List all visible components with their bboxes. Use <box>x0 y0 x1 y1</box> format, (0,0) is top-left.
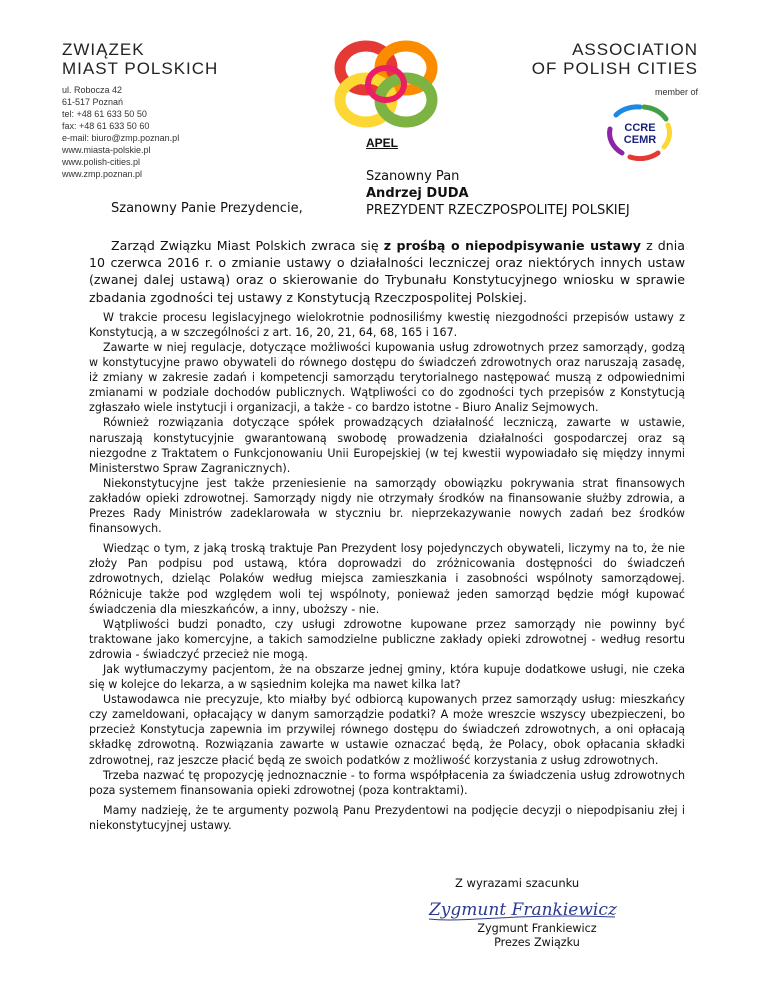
paragraph: Zawarte w niej regulacje, dotyczące możliwości kupowania usług zdrowotnych przez samorządy, godzą w konstytucyjne prawo obywateli do równego dostępu do świadczeń zdrowotnych oraz naruszają zasadę, iż zmiany w zakresie zadań i kompetencji samorządu terytorialnego następować muszą z odpowiednimi zmianami w podziale dochodów publicznych. Wątpliwości co do zgodności tych przepisów z Konstytucją zgłaszało wiele instytucji i organizacji, a także - co bardzo istotne - Biuro Analiz Sejmowych. <box>89 341 685 415</box>
ccre-text: CCRE <box>624 122 656 134</box>
cemr-text: CEMR <box>623 134 657 146</box>
org-name <box>62 40 282 78</box>
lead-emphasis: z prośbą o niepodpisywanie ustawy <box>383 238 641 253</box>
salutation: Szanowny Panie Prezydencie, <box>111 201 303 216</box>
addressee-block <box>366 168 630 219</box>
org-name-line1: ZWIĄZEK <box>62 40 145 59</box>
lead-paragraph <box>89 237 685 306</box>
zmp-knot-logo-icon <box>316 40 456 128</box>
contact-postcode: 61-517 Poznań <box>62 97 124 107</box>
handwritten-signature <box>425 893 625 925</box>
contact-street: ul. Robocza 42 <box>62 85 123 95</box>
paragraph: W trakcie procesu legislacyjnego wielokrotnie podnosiliśmy kwestię niezgodności przepisów ustawy z Konstytucją, a w szczególności z art. 16, 20, 21, 64, 68, 165 i 167. <box>89 310 685 339</box>
lead-text-1: Zarząd Związku Miast Polskich zwraca się <box>111 238 384 253</box>
association-name <box>478 40 698 78</box>
org-name-line2: MIAST POLSKICH <box>62 59 219 78</box>
paragraph: Wątpliwości budzi ponadto, czy usługi zdrowotne kupowane przez samorządy nie powinny być traktowane jako komercyjne, a takich samodzielne publiczne zakłady opieki zdrowotnej - według resortu zdrowia - świadczyć przecież nie mogą. <box>89 617 685 661</box>
paragraph: Również rozwiązania dotyczące spółek prowadzących działalność leczniczą, zawarte w ustawie, naruszają konstytucyjnie gwarantowaną swobodę prowadzenia działalności gospodarczej oraz są niezgodne z Traktatem o Funkcjonowaniu Unii Europejskiej (w tej kwestii wypowiadało się między innymi Ministerstwo Spraw Zagranicznych). <box>89 416 685 475</box>
paragraph: Wiedząc o tym, z jaką troską traktuje Pan Prezydent losy pojedynczych obywateli, liczymy na to, że nie złoży Pan podpisu pod ustawą, która doprowadzi do zróżnicowania dostępności do świadczeń zdrowotnych, dzieląc Polaków według miejsca zamieszkania i zasobności wspólnoty samorządowej. Różnicuje także pod względem woli tej wspólnoty, ponieważ jeden samorząd będzie mógł kupować świadczenia dla mieszkańców, a inny, uboższy - nie. <box>89 542 685 616</box>
lead-text-2: z dnia 10 czerwca 2016 r. o zmianie ustawy o działalności leczniczej oraz niektórych innych ustaw (zwanej dalej ustawą) oraz o skierowanie do Trybunału Konstytucyjnego wniosku w sprawie zbadania zgodności tej ustawy z Konstytucją Rzeczpospolitej Polskiej. <box>89 238 685 305</box>
ccre-cemr-logo-icon <box>600 103 680 161</box>
addressee-name: Andrzej DUDA <box>366 186 469 201</box>
member-of-label: member of <box>654 87 698 97</box>
contact-tel: tel: +48 61 633 50 50 <box>62 109 147 119</box>
paragraph: Ustawodawca nie precyzuje, kto miałby być odbiorcą kupowanych przez samorządy usług: mieszkańcy czy zameldowani, opłacający w danym samorządzie podatki? A może wreszcie wszyscy ubezpieczeni, bo przecież Konstytucja zapewnia im przywilej równego dostępu do świadczeń zdrowotnych, a oni opłacają składkę zdrowotną. Rozwiązania zawarte w ustawie oznaczać będą, że Polacy, obok opłacania składki zdrowotnej, raz jeszcze płacić będą ze swoich podatków z możliwość korzystania z usług zdrowotnych. <box>89 693 685 767</box>
contact-website-2: www.polish-cities.pl <box>62 157 141 167</box>
contact-block <box>62 84 302 180</box>
signer-role: Prezes Związku <box>494 936 580 949</box>
contact-email: e-mail: biuro@zmp.poznan.pl <box>62 133 180 143</box>
paragraph: Jak wytłumaczymy pacjentom, że na obszarze jednej gminy, która kupuje dodatkowe usługi, nie czeka się w kolejce do lekarza, a w sąsiednim kolejka ma nawet kilka lat? <box>89 662 685 692</box>
letter-body <box>89 237 685 833</box>
signature-scribble: Zygmunt Frankiewicz <box>429 900 617 920</box>
signer-block <box>472 922 602 950</box>
signer-name: Zygmunt Frankiewicz <box>477 922 597 935</box>
association-line1: ASSOCIATION <box>572 40 698 59</box>
apel-label: APEL <box>366 136 399 150</box>
closing-phrase: Z wyrazami szacunku <box>455 876 580 890</box>
contact-website-3: www.zmp.poznan.pl <box>62 169 143 179</box>
addressee-greeting: Szanowny Pan <box>366 169 460 184</box>
paragraph: Trzeba nazwać tę propozycję jednoznacznie - to forma współpłacenia za świadczenia usług zdrowotnych poza systemem finansowania opieki zdrowotnej (poza kontraktami). <box>89 768 685 797</box>
contact-website-1: www.miasta-polskie.pl <box>62 145 151 155</box>
contact-fax: fax: +48 61 633 50 60 <box>62 121 150 131</box>
association-line2: OF POLISH CITIES <box>531 59 698 78</box>
final-paragraph: Mamy nadzieję, że te argumenty pozwolą Panu Prezydentowi na podjęcie decyzji o niepodpisaniu złej i niekonstytucyjnej ustawy. <box>89 803 685 832</box>
paragraph: Niekonstytucyjne jest także przeniesienie na samorządy obowiązku pokrywania strat finansowych zakładów opieki zdrowotnej. Samorządy nigdy nie otrzymały środków na finansowanie służby zdrowia, a Prezes Rady Ministrów zadeklarowała w styczniu br. nieprzekazywanie nowych zadań bez środków finansowych. <box>89 476 685 536</box>
addressee-title: PREZYDENT RZECZPOSPOLITEJ POLSKIEJ <box>366 203 630 218</box>
